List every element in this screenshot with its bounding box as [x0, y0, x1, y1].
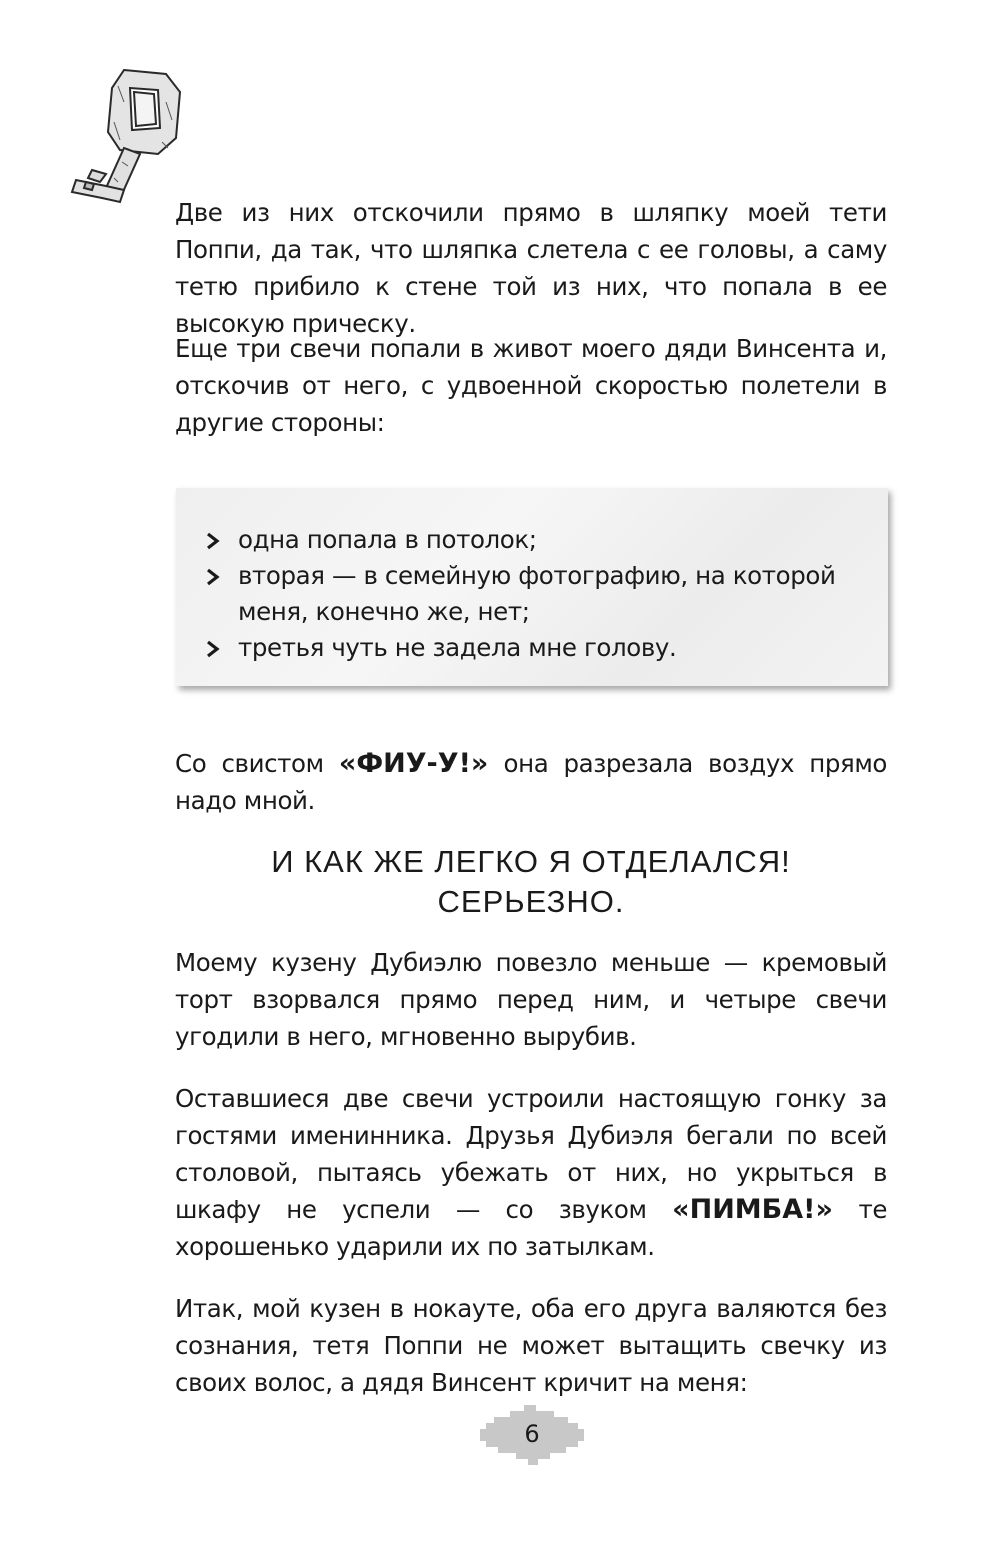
sound-effect: «ПИМБА!»: [672, 1194, 833, 1225]
heading-line: СЕРЬЕЗНО.: [437, 884, 625, 919]
paragraph-aunt-poppy: Две из них отскочили прямо в шляпку моей тети Поппи, да так, что шляпка слетела с ее головы, а саму тетю прибило к стене той из них, что попала в ее высокую прическу.: [175, 198, 887, 338]
page-number: 6: [524, 1420, 540, 1448]
list-item-text: третья чуть не задела мне голову.: [238, 633, 677, 662]
paragraph-dubiel: Моему кузену Дубиэлю повезло меньше — кремовый торт взорвался прямо перед ним, и четыре свечи угодили в него, мгновенно вырубив.: [175, 948, 887, 1051]
list-item-text: одна попала в потолок;: [238, 525, 537, 554]
note-box: [176, 488, 888, 686]
emphasis-heading: [175, 842, 887, 922]
sound-effect: «ФИУ-У!»: [338, 748, 489, 779]
pixel-key-icon: [62, 62, 202, 212]
paragraph-uncle-vincent: Еще три свечи попали в живот моего дяди Винсента и, отскочив от него, с удвоенной скоростью полетели в другие стороны:: [175, 334, 887, 437]
list-item: [204, 522, 844, 558]
chevron-right-icon: [204, 568, 222, 586]
paragraph-text: Оставшиеся две свечи устроили настоящую гонку за гостями именинника. Друзья Дубиэля бегали по всей столовой, пытаясь убежать от них, но укрыться в шкафу не успели — со звуком: [175, 1084, 887, 1224]
list-item-text: вторая — в семейную фотографию, на которой меня, конечно же, нет;: [238, 561, 836, 626]
page-number-badge: [480, 1405, 584, 1465]
heading-line: И КАК ЖЕ ЛЕГКО Я ОТДЕЛАЛСЯ!: [271, 844, 791, 879]
paragraph-whistle: [175, 745, 887, 819]
chevron-right-icon: [204, 532, 222, 550]
chevron-right-icon: [204, 640, 222, 658]
candle-list: [204, 522, 844, 666]
list-item: [204, 630, 844, 666]
paragraph-text: она разрезала воздух прямо надо мной.: [175, 749, 887, 815]
list-item: [204, 558, 844, 630]
paragraph-race: [175, 1080, 887, 1265]
paragraph-knockout: Итак, мой кузен в нокауте, оба его друга валяются без сознания, тетя Поппи не может вытащить свечку из своих волос, а дядя Винсент кричит на меня:: [175, 1294, 887, 1397]
paragraph-text: те хорошенько ударили их по затылкам.: [175, 1195, 887, 1261]
paragraph-text: Со свистом: [175, 749, 339, 778]
